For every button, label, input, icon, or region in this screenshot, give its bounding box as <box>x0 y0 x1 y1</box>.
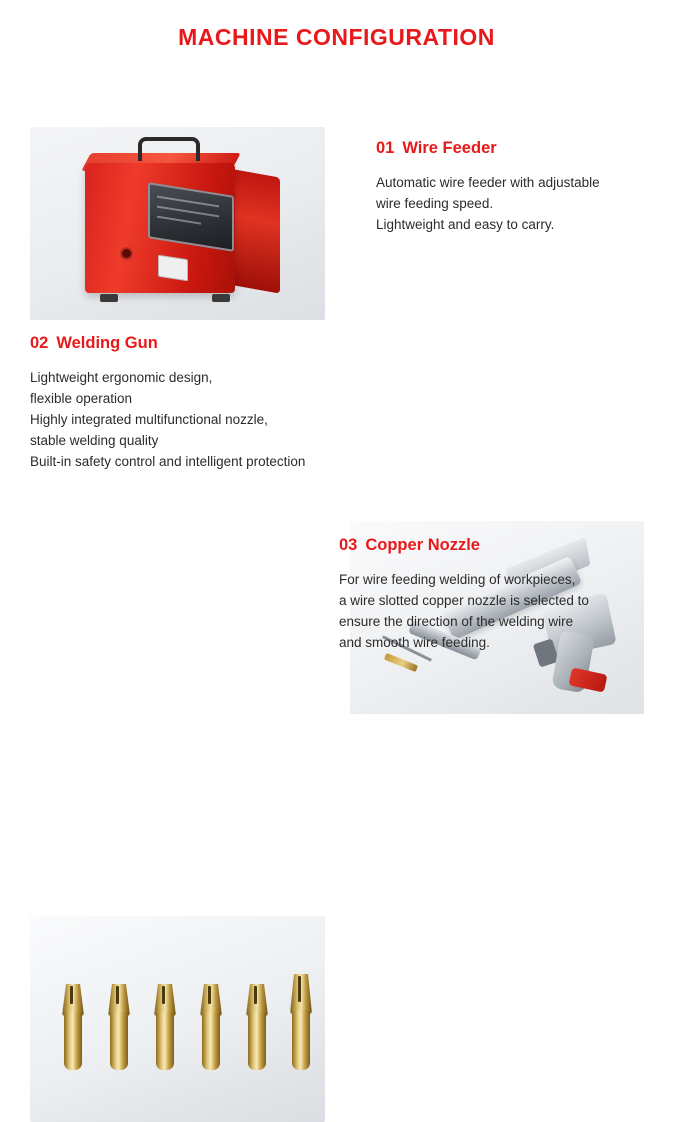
copper-nozzle-item <box>288 974 314 1070</box>
wire-feeder-illustration <box>30 127 325 320</box>
copper-nozzle-illustration <box>30 916 325 1122</box>
welding-gun-heading-label: Welding Gun <box>56 334 158 352</box>
welding-gun-text-block <box>30 334 330 472</box>
copper-nozzle-line: ensure the direction of the welding wire <box>339 614 574 629</box>
copper-nozzle-number: 03 <box>339 536 358 554</box>
feeder-foot <box>212 294 230 302</box>
wire-feeder-heading <box>376 139 646 158</box>
copper-nozzle-item <box>198 984 224 1070</box>
welding-gun-number: 02 <box>30 334 49 352</box>
welding-gun-line: flexible operation <box>30 391 133 406</box>
wire-feeder-line: Lightweight and easy to carry. <box>376 217 555 232</box>
copper-nozzle-item <box>244 984 270 1070</box>
wire-feeder-heading-label: Wire Feeder <box>402 139 497 157</box>
welding-gun-line: Highly integrated multifunctional nozzle, <box>30 412 268 427</box>
copper-nozzle-item <box>152 984 178 1070</box>
copper-nozzle-line: For wire feeding welding of workpieces, <box>339 572 576 587</box>
copper-nozzle-item <box>60 984 86 1070</box>
gun-copper-tip <box>384 653 418 672</box>
machine-configuration-page <box>0 24 673 755</box>
feeder-foot <box>100 294 118 302</box>
feeder-knob-icon <box>122 249 131 258</box>
copper-nozzle-text-block <box>339 536 639 653</box>
wire-feeder-number: 01 <box>376 139 395 157</box>
welding-gun-line: Lightweight ergonomic design, <box>30 370 213 385</box>
copper-nozzle-line: and smooth wire feeding. <box>339 635 490 650</box>
copper-nozzle-heading <box>339 536 639 555</box>
wire-feeder-description <box>376 172 646 235</box>
feeder-side-face <box>228 168 280 293</box>
wire-feeder-line: wire feeding speed. <box>376 196 494 211</box>
welding-gun-line: stable welding quality <box>30 433 159 448</box>
copper-nozzle-item <box>106 984 132 1070</box>
wire-feeder-text-block <box>376 139 646 235</box>
welding-gun-description <box>30 367 330 472</box>
page-title: MACHINE CONFIGURATION <box>178 24 495 50</box>
feeder-socket <box>158 255 188 282</box>
copper-nozzle-photo <box>30 916 325 1122</box>
welding-gun-heading <box>30 334 330 353</box>
feeder-handle-icon <box>138 137 200 161</box>
wire-feeder-photo <box>30 127 325 320</box>
welding-gun-line: Built-in safety control and intelligent protection <box>30 454 306 469</box>
wire-feeder-line: Automatic wire feeder with adjustable <box>376 175 600 190</box>
copper-nozzle-description <box>339 569 639 653</box>
copper-nozzle-line: a wire slotted copper nozzle is selected to <box>339 593 589 608</box>
copper-nozzle-heading-label: Copper Nozzle <box>365 536 480 554</box>
